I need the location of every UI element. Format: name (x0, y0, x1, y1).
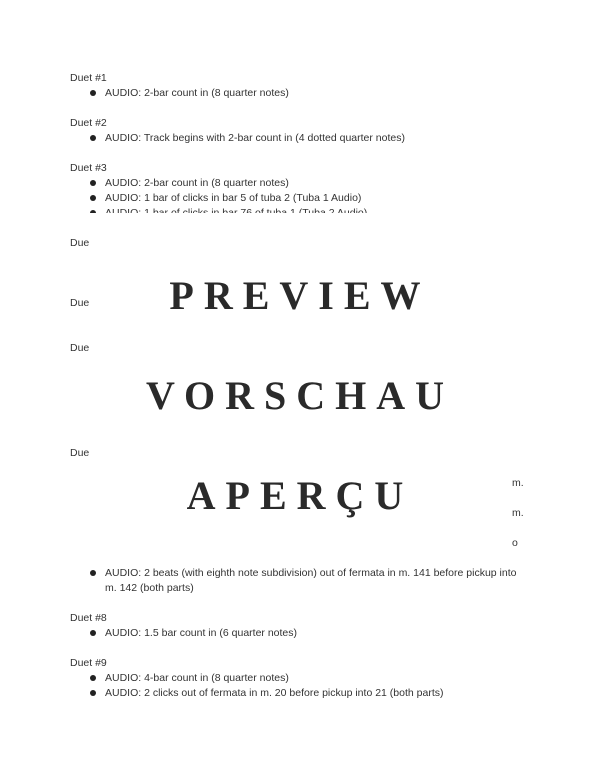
bullet-icon (90, 570, 96, 576)
list-item: AUDIO: 4-bar count in (8 quarter notes) (105, 672, 289, 684)
list-item: AUDIO: 2-bar count in (8 quarter notes) (105, 87, 289, 99)
section-title: Duet #9 (70, 657, 107, 669)
section-title: Duet #8 (70, 612, 107, 624)
watermark-vorschau: VORSCHAU (145, 373, 455, 418)
section-title: Due (70, 342, 90, 354)
section-title: Due (70, 447, 90, 459)
watermark-preview: PREVIEW (169, 273, 431, 318)
text-fragment: o (512, 537, 518, 549)
section-title: Duet #1 (70, 72, 107, 84)
list-item: AUDIO: Track begins with 2-bar count in (4 dotted quarter notes) (105, 132, 405, 144)
bullet-icon (90, 675, 96, 681)
bullet-icon (90, 195, 96, 201)
bullet-icon (90, 90, 96, 96)
list-item: AUDIO: 1.5 bar count in (6 quarter notes) (105, 627, 298, 639)
list-item: AUDIO: 1 bar of clicks in bar 5 of tuba 2 (Tuba 1 Audio) (105, 192, 362, 204)
bullet-icon (90, 690, 96, 696)
bullet-icon (90, 630, 96, 636)
section-title: Duet #2 (70, 117, 107, 129)
section-title: Due (70, 237, 90, 249)
list-item: AUDIO: 2 clicks out of fermata in m. 20 before pickup into 21 (both parts) (105, 687, 444, 699)
list-item: AUDIO: 2 beats (with eighth note subdivision) out of fermata in m. 141 before pickup into m. 142 (both parts) (105, 567, 517, 594)
bullet-icon (90, 135, 96, 141)
text-fragment: m. (512, 507, 524, 519)
list-item: AUDIO: 2-bar count in (8 quarter notes) (105, 177, 289, 189)
text-fragment: m. (512, 477, 524, 489)
section-title: Duet #3 (70, 162, 107, 174)
section-title: Due (70, 297, 90, 309)
bullet-icon (90, 180, 96, 186)
watermark-apercu: APERÇU (186, 473, 414, 518)
